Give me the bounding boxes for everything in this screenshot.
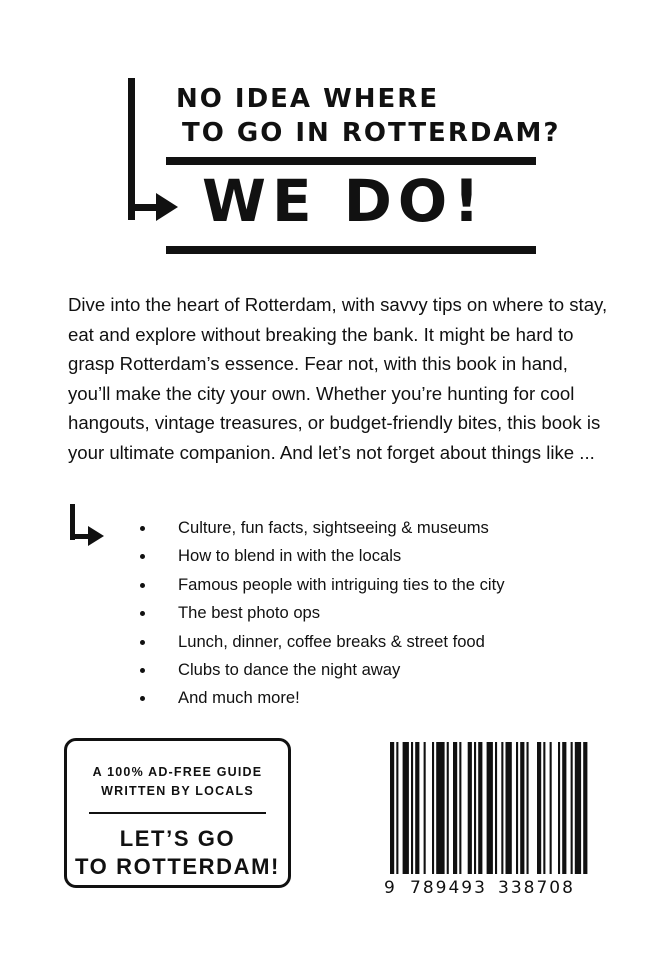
barcode-bar [575, 742, 581, 878]
list-item: Culture, fun facts, sightseeing & museums [140, 514, 505, 542]
list-item: The best photo ops [140, 599, 505, 627]
isbn-group-2: 338708 [498, 878, 575, 898]
bullet-icon [140, 696, 145, 701]
header-rule-bottom [166, 246, 536, 254]
bullet-icon [140, 611, 145, 616]
barcode-bar [516, 742, 518, 878]
ad-free-badge [64, 738, 291, 888]
barcode-bar [468, 742, 472, 878]
isbn-group-1: 789493 [410, 878, 487, 898]
barcode-bar [501, 742, 503, 878]
barcode-bar [478, 742, 482, 878]
headline-line-2: TO GO IN ROTTERDAM? [182, 118, 561, 148]
barcode-bar [543, 742, 545, 878]
bullet-icon [140, 640, 145, 645]
barcode-bar [415, 742, 419, 878]
headline-line-1: NO IDEA WHERE [176, 84, 440, 114]
isbn-prefix: 9 [384, 878, 395, 898]
barcode-bar [436, 742, 444, 878]
feature-list [140, 514, 505, 713]
isbn-number [384, 874, 594, 902]
bullet-icon [140, 583, 145, 588]
list-item: Clubs to dance the night away [140, 656, 505, 684]
badge-cta-line-2: TO ROTTERDAM! [75, 854, 280, 879]
barcode-bar [583, 742, 587, 878]
barcode-bar [487, 742, 493, 878]
list-item: And much more! [140, 684, 505, 712]
barcode-bar [520, 742, 524, 878]
barcode-bar [571, 742, 573, 878]
barcode-bar [453, 742, 457, 878]
barcode-bar [403, 742, 409, 878]
barcode-bar [506, 742, 512, 878]
barcode-bar [432, 742, 434, 878]
intro-paragraph: Dive into the heart of Rotterdam, with savvy tips on where to stay, eat and explore without breaking the bank. It might be hard to grasp Rotterdam’s essence. Fear not, with this book in hand, you’ll make the city your own. Whether you’re hunting for cool hangouts, vintage treasures, or budget-friendly bites, this book is your ultimate companion. And let’s not forget about things like ... [68, 294, 608, 463]
header-rule-top [166, 157, 536, 165]
list-item: How to blend in with the locals [140, 542, 505, 570]
barcode-bar [459, 742, 461, 878]
slogan: WE DO! [202, 167, 486, 235]
barcode-bar [474, 742, 476, 878]
badge-divider [89, 812, 266, 814]
bullet-icon [140, 668, 145, 673]
bullet-icon [140, 554, 145, 559]
barcode [384, 740, 594, 920]
badge-cta-line-1: LET’S GO [119, 826, 236, 851]
list-item: Famous people with intriguing ties to the city [140, 571, 505, 599]
list-item: Lunch, dinner, coffee breaks & street food [140, 628, 505, 656]
barcode-bar [550, 742, 552, 878]
barcode-bar [495, 742, 497, 878]
barcode-bar [424, 742, 426, 878]
barcode-bar [562, 742, 566, 878]
badge-tag-line-1: A 100% AD-FREE GUIDE [92, 765, 263, 779]
bullet-icon [140, 526, 145, 531]
badge-tag-line-2: WRITTEN BY LOCALS [101, 784, 254, 798]
barcode-bar [447, 742, 449, 878]
barcode-bar [411, 742, 413, 878]
barcode-bar [558, 742, 560, 878]
